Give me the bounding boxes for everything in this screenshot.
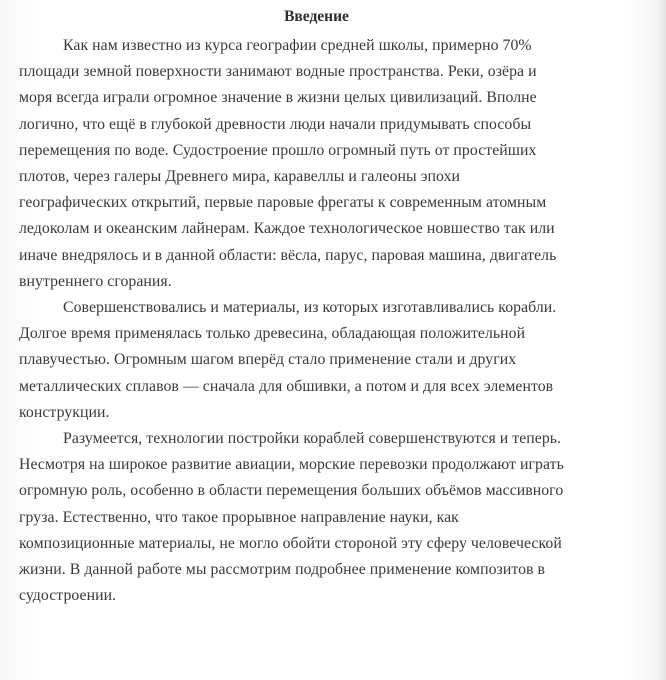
- text-line: судостроении.: [19, 587, 117, 605]
- text-line: плавучестью. Огромным шагом вперёд стало применение стали и других: [19, 351, 517, 369]
- text-line: Долгое время применялась только древесина, обладающая положительной: [19, 325, 526, 343]
- text-line: Разумеется, технологии постройки кораблей совершенствуются и теперь.: [63, 430, 562, 448]
- text-line: внутреннего сгорания.: [19, 272, 172, 290]
- page-title: Введение: [284, 8, 349, 25]
- text-line: Несмотря на широкое развитие авиации, морские перевозки продолжают играть: [19, 456, 564, 474]
- text-line: ледоколам и океанским лайнерам. Каждое технологическое новшество так или: [19, 220, 555, 238]
- text-line: Как нам известно из курса географии средней школы, примерно 70%: [63, 37, 532, 54]
- paragraph-1: [19, 33, 614, 295]
- text-line: иначе внедрялось и в данной области: вёсла, парус, паровая машина, двигатель: [19, 246, 557, 264]
- text-line: моря всегда играли огромное значение в жизни целых цивилизаций. Вполне: [19, 89, 537, 107]
- text-line: перемещения по воде. Судостроение прошло огромный путь от простейших: [19, 141, 537, 159]
- text-line: логично, что ещё в глубокой древности люди начали придумывать способы: [19, 115, 532, 133]
- text-line: географических открытий, первые паровые фрегаты к современным атомным: [19, 194, 547, 212]
- paragraph-3: [19, 426, 614, 609]
- text-line: композиционные материалы, не могло обойти стороной эту сферу человеческой: [19, 534, 562, 552]
- text-line: плотов, через галеры Древнего мира, каравеллы и галеоны эпохи: [19, 168, 461, 186]
- text-line: огромную роль, особенно в области перемещения больших объёмов массивного: [19, 482, 564, 500]
- text-line: жизни. В данной работе мы рассмотрим подробнее применение композитов в: [19, 561, 546, 579]
- text-line: груза. Естественно, что такое прорывное направление науки, как: [19, 508, 459, 526]
- text-line: Совершенствовались и материалы, из которых изготавливались корабли.: [63, 299, 557, 317]
- text-line: площади земной поверхности занимают водные пространства. Реки, озёра и: [19, 63, 537, 81]
- text-line: металлических сплавов — сначала для обшивки, а потом и для всех элементов: [19, 377, 554, 395]
- paragraph-2: [19, 295, 614, 426]
- text-line: конструкции.: [19, 403, 110, 421]
